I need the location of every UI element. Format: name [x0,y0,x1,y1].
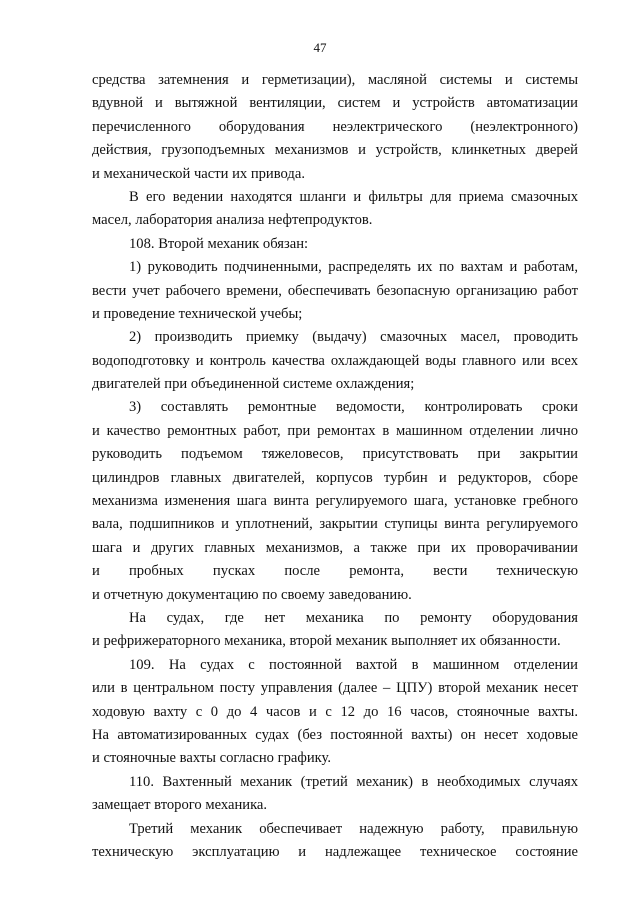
text-line: средства затемнения и герметизации), масляной системы и системы [92,72,578,88]
text-line: водоподготовку и контроль качества охлаждающей воды главного или всех [92,352,578,369]
text-line: В его ведении находятся шланги и фильтры для приема смазочных [129,188,578,205]
text-line: 110. Вахтенный механик (третий механик) в необходимых случаях [129,773,578,790]
text-line: и механической части их привода. [92,165,305,182]
text-line: и рефрижераторного механика, второй механик выполняет их обязанности. [92,633,561,650]
text-line: вдувной и вытяжной вентиляции, систем и устройств автоматизации [92,95,578,112]
body-text [92,69,578,864]
text-line: и качество ремонтных работ, при ремонтах в машинном отделении лично [92,422,578,439]
text-line: механизма изменения шага винта регулируемого шага, установке гребного [92,493,578,510]
text-line: перечисленного оборудования неэлектрического (неэлектронного) [92,118,578,135]
text-line: 109. На судах с постоянной вахтой в машинном отделении [129,656,578,673]
text-line: или в центральном посту управления (далее – ЦПУ) второй механик несет [92,680,578,697]
text-line: Третий механик обеспечивает надежную работу, правильную [129,820,578,837]
text-line: руководить подъемом тяжеловесов, присутствовать при закрытии [92,446,578,463]
text-line: и стояночные вахты согласно графику. [92,750,332,767]
text-line: действия, грузоподъемных механизмов и устройств, клинкетных дверей [92,142,578,159]
page-number: 47 [313,40,327,55]
text-line: 2) производить приемку (выдачу) смазочных масел, проводить [129,329,578,346]
text-line: ходовую вахту с 0 до 4 часов и с 12 до 16 часов, стояночные вахты. [92,703,578,720]
text-line: замещает второго механика. [92,797,268,814]
text-line: 3) составлять ремонтные ведомости, контролировать сроки [129,399,578,416]
text-line: цилиндров главных двигателей, корпусов турбин и редукторов, сборе [92,469,578,486]
text-line: 1) руководить подчиненными, распределять их по вахтам и работам, [129,259,578,276]
text-line: шага и других главных механизмов, а также при их проворачивании [92,539,578,556]
text-line: вала, подшипников и уплотнений, закрытии ступицы винта регулируемого [92,516,578,533]
text-line: и проведение технической учебы; [92,305,303,322]
text-line: На судах, где нет механика по ремонту оборудования [129,609,578,626]
text-line: двигателей при объединенной системе охлаждения; [92,376,415,393]
text-line: масел, лаборатория анализа нефтепродуктов. [92,212,373,229]
text-line: техническую эксплуатацию и надлежащее техническое состояние [92,843,578,860]
text-line: 108. Второй механик обязан: [129,235,309,252]
text-line: На автоматизированных судах (без постоянной вахты) он несет ходовые [92,726,578,743]
text-line: и отчетную документацию по своему заведованию. [92,586,412,603]
text-line: и пробных пусках после ремонта, вести техническую [92,563,578,580]
text-line: вести учет рабочего времени, обеспечивать безопасную организацию работ [92,282,578,299]
